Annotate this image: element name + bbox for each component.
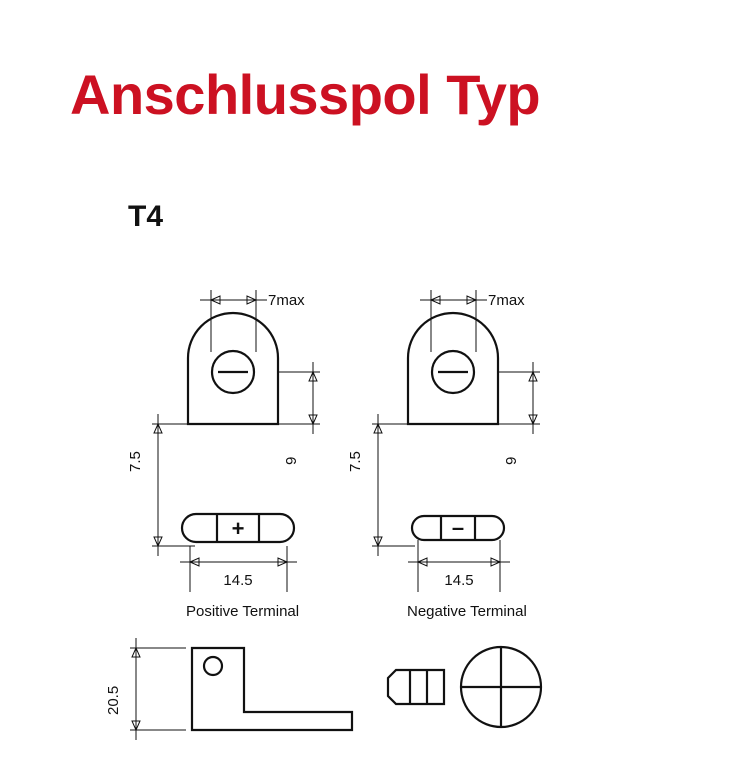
positive-terminal-front-view xyxy=(188,313,278,424)
terminal-isometric-view xyxy=(388,647,541,727)
negative-symbol: – xyxy=(451,515,465,540)
dimension-label-7-5-left: 7.5 xyxy=(127,451,144,472)
dimension-7max-right xyxy=(420,290,525,352)
positive-symbol: + xyxy=(231,516,245,541)
dimension-label-14-5-left: 14.5 xyxy=(223,572,253,589)
dimension-14-5-left xyxy=(180,546,297,592)
dimension-label-20-5: 20.5 xyxy=(105,685,122,715)
terminal-type-label: T4 xyxy=(128,200,164,233)
dimension-label-7-5-right: 7.5 xyxy=(347,451,364,472)
caption-negative-terminal: Negative Terminal xyxy=(407,603,527,620)
dimension-label-9-right: 9 xyxy=(503,456,520,465)
page-title: Anschlusspol Typ xyxy=(70,63,541,126)
dimension-9-right xyxy=(498,362,540,465)
negative-terminal-top-view xyxy=(412,515,504,540)
dimension-label-7max-left: 7max xyxy=(268,292,305,309)
caption-positive-terminal: Positive Terminal xyxy=(186,603,300,620)
dimension-label-14-5-right: 14.5 xyxy=(444,572,474,589)
dimension-9-left xyxy=(278,362,320,465)
dimension-label-9-left: 9 xyxy=(283,456,300,465)
terminal-side-view xyxy=(192,648,352,730)
dimension-label-7max-right: 7max xyxy=(488,292,525,309)
negative-terminal-front-view xyxy=(408,313,498,424)
dimension-14-5-right xyxy=(408,540,510,592)
dimension-7-5-right xyxy=(347,414,415,556)
positive-terminal-top-view xyxy=(182,514,294,542)
dimension-7max-left xyxy=(200,290,305,352)
dimension-20-5 xyxy=(105,638,186,740)
